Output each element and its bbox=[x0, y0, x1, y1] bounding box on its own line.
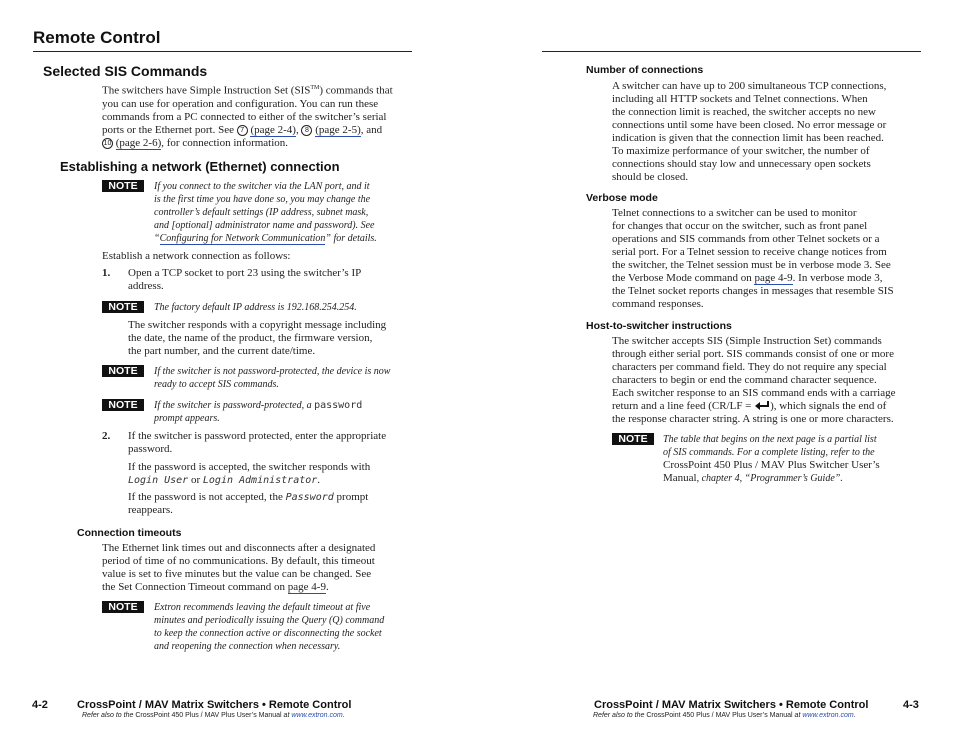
circled-7-icon: 7 bbox=[237, 125, 248, 136]
code-text: Login Administrator bbox=[202, 475, 318, 486]
page-number: 4-3 bbox=[903, 699, 919, 711]
intro-text: ) commands that bbox=[319, 84, 393, 97]
trademark: TM bbox=[310, 85, 320, 91]
accepted-text: If the password is accepted, the switcher responds with Login User or Login Administrator. bbox=[128, 461, 371, 486]
config-link[interactable]: Configuring for Network Communication bbox=[159, 233, 326, 244]
host-title: Host-to-switcher instructions bbox=[586, 320, 732, 332]
connections-title: Number of connections bbox=[586, 64, 704, 76]
note-text: If you connect to the switcher via the LAN port, and it is the first time you have done so, you may change the controller’s default settings (IP address, subnet mask, and [optional] administrator name and password). See “Configuring for Network Communication” for details. bbox=[154, 181, 377, 244]
website-link[interactable]: www.extron.com bbox=[802, 712, 854, 719]
code-text: password bbox=[314, 400, 363, 411]
timeouts-paragraph: The Ethernet link times out and disconnects after a designated period of time of no communications. By default, this timeout value is set to five minutes but the value can be changed. See the Set Connection Timeout command on page 4-9. bbox=[102, 542, 376, 593]
page-link[interactable]: (page 2-4) bbox=[250, 123, 296, 136]
note-text: If the switcher is password-protected, a password prompt appears. bbox=[154, 400, 363, 424]
step-number: 2. bbox=[102, 430, 111, 442]
page-number: 4-2 bbox=[32, 699, 48, 711]
connections-paragraph: A switcher can have up to 200 simultaneous TCP connections, including all HTTP sockets and Telnet connections. When the connection limit is reached, the switcher accepts no new connections until some have been closed. No error message or indication is given that the connection limit has been reached. To maximize performance of your switcher, the number of connections should stay low and unnecessary open sockets should be closed. bbox=[612, 80, 887, 183]
header-rule-right bbox=[542, 51, 921, 52]
verbose-paragraph: Telnet connections to a switcher can be used to monitor for changes that occur on the switcher, such as front panel operations and SIS commands from other Telnet sockets or a serial port. For a Telnet session to receive change notices from the switcher, the Telnet session must be in verbose mode 3. See the Verbose Mode command on page 4-9. In verbose mode 3, the Telnet socket reports changes in messages that resemble SIS command responses. bbox=[612, 207, 894, 310]
note-label: NOTE bbox=[102, 399, 144, 411]
page-link[interactable]: page 4-9 bbox=[287, 581, 326, 593]
subsection-title: Establishing a network (Ethernet) connection bbox=[60, 159, 340, 174]
step-2: 2. If the switcher is password protected, enter the appropriate password. bbox=[102, 430, 387, 455]
circled-8-icon: 8 bbox=[301, 125, 312, 136]
note-label: NOTE bbox=[102, 365, 144, 377]
note-label: NOTE bbox=[612, 433, 654, 445]
step-number: 1. bbox=[102, 267, 111, 279]
circled-10-icon: 10 bbox=[103, 139, 112, 147]
footer-reference: Refer also to the CrossPoint 450 Plus / MAV Plus User’s Manual at www.extron.com. bbox=[593, 712, 856, 719]
establish-text: Establish a network connection as follows: bbox=[102, 250, 291, 262]
header-rule-left bbox=[33, 51, 412, 52]
page-link[interactable]: page 4-9 bbox=[754, 272, 793, 284]
timeouts-title: Connection timeouts bbox=[77, 527, 182, 539]
step-1: 1. Open a TCP socket to port 23 using the switcher’s IP address. bbox=[102, 267, 362, 292]
section-title: Selected SIS Commands bbox=[43, 63, 208, 79]
note-text: If the switcher is not password-protected, the device is now ready to accept SIS commands. bbox=[154, 366, 391, 390]
intro-text: ports or the Ethernet port. See bbox=[102, 123, 237, 136]
verbose-title: Verbose mode bbox=[586, 192, 658, 204]
note-text: Extron recommends leaving the default timeout at five minutes and periodically issuing the Query (Q) command to keep the connection active or disconnecting the socket and reopening the connection when necessary. bbox=[154, 602, 385, 652]
code-text: Login User bbox=[128, 475, 189, 486]
page-link[interactable]: (page 2-6) bbox=[115, 136, 162, 149]
return-arrow-icon bbox=[754, 400, 770, 410]
intro-text: The switchers have Simple Instruction Set (SIS bbox=[102, 84, 311, 97]
page-header-left: Remote Control bbox=[33, 28, 161, 47]
code-text: Password bbox=[285, 492, 334, 503]
host-paragraph: The switcher accepts SIS (Simple Instruction Set) commands through either serial port. SIS commands consist of one or more characters per command field. They do not require any special characters to begin or end the command character sequence. Each switcher response to an SIS command ends with a carriage return and a line feed (CR/LF = ), which signals the end of the response character string. A string is one or more characters. bbox=[612, 335, 896, 425]
footer-title: CrossPoint / MAV Matrix Switchers • Remote Control bbox=[594, 699, 869, 711]
note-label: NOTE bbox=[102, 301, 144, 313]
footer-reference: Refer also to the CrossPoint 450 Plus / MAV Plus User’s Manual at www.extron.com. bbox=[82, 712, 345, 719]
page-link[interactable]: (page 2-5) bbox=[315, 123, 361, 136]
intro-text: you can use for operation and configuration. You can run these bbox=[102, 97, 379, 110]
intro-text: commands from a PC connected to either of the switcher’s serial bbox=[102, 110, 387, 123]
intro-paragraph: The switchers have Simple Instruction Set (SIS™) commands that you can use for operation and configuration. You can run these commands from a PC connected to either of the switcher’s serial ports or the Ethernet port. See 7 (page 2-4), 8 (page 2-5), and 10 (page 2-6), for connection information. bbox=[102, 82, 422, 150]
note-text: The table that begins on the next page is a partial list of SIS commands. For a complete listing, refer to the CrossPoint 450 Plus / MAV Plus Switcher User’s Manual, chapter 4, “Programmer’s Guide”. bbox=[663, 434, 880, 484]
not-accepted-text: If the password is not accepted, the Password prompt reappears. bbox=[128, 491, 369, 516]
website-link[interactable]: www.extron.com bbox=[291, 712, 343, 719]
responds-text: The switcher responds with a copyright message including the date, the name of the product, the firmware version, the part number, and the current date/time. bbox=[128, 319, 387, 357]
footer-title: CrossPoint / MAV Matrix Switchers • Remote Control bbox=[77, 699, 352, 711]
note-text: The factory default IP address is 192.168.254.254. bbox=[154, 302, 357, 313]
note-label: NOTE bbox=[102, 601, 144, 613]
note-label: NOTE bbox=[102, 180, 144, 192]
